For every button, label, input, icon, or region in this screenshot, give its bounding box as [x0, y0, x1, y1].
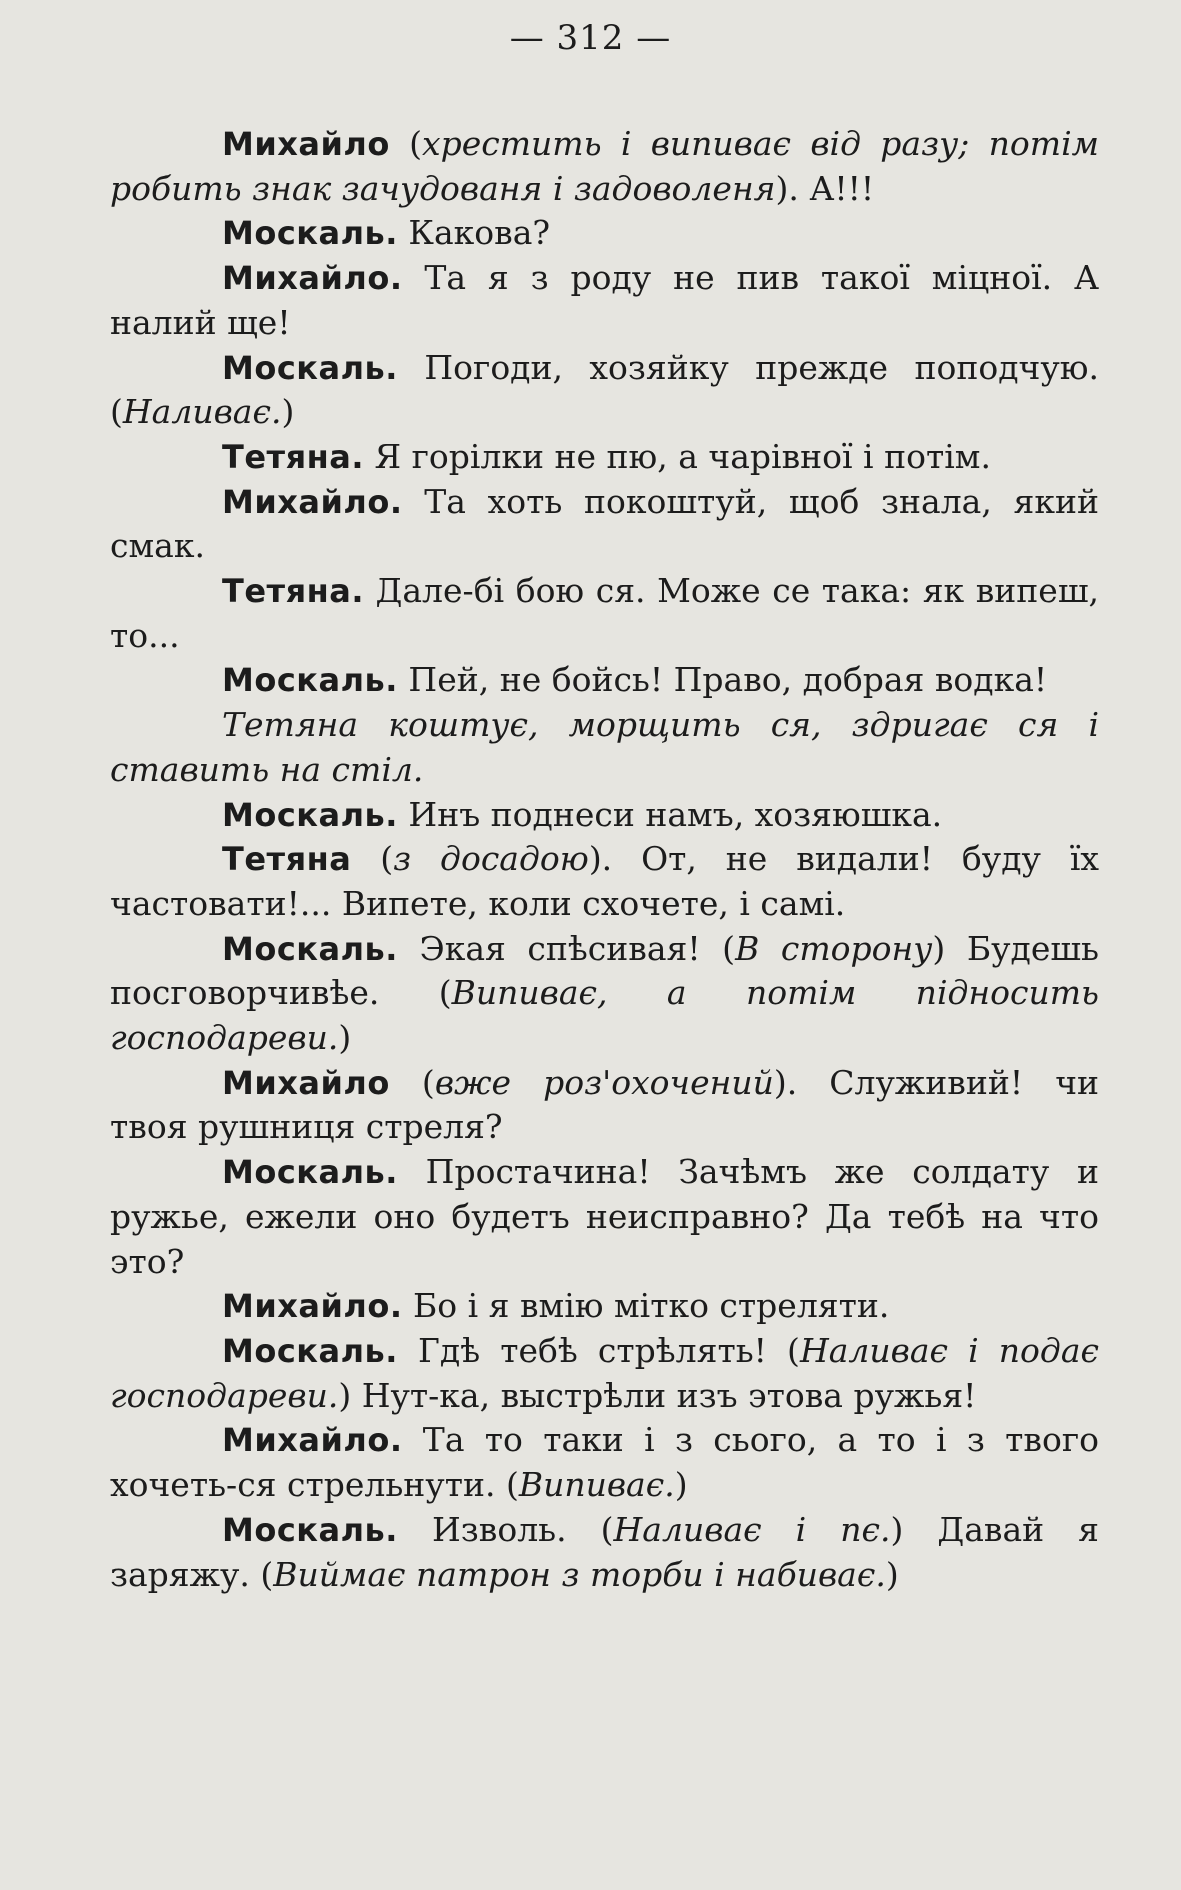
speaker-name: Москаль.	[222, 1331, 398, 1370]
stage-remark: з досадою	[393, 839, 589, 879]
speech-text: (	[351, 839, 394, 879]
speech-text: Изволь. (	[397, 1509, 614, 1549]
speech-text: Какова?	[397, 213, 551, 253]
stage-remark: Наливає.	[122, 392, 282, 432]
speech-text: Экая спѣсивая! (	[397, 928, 736, 968]
speaker-name: Михайло.	[222, 259, 403, 298]
dialogue-line	[110, 435, 1099, 480]
dialogue-line	[110, 658, 1099, 703]
dialogue-line	[110, 1508, 1099, 1597]
speech-text: Та хоть покоштуй, щоб знала, який смак.	[110, 481, 1099, 566]
speech-text: )	[885, 1554, 899, 1594]
speech-text: Та то таки і з сього, а то і з твого хочеть-ся стрельнути. (	[110, 1420, 1099, 1505]
play-text	[110, 122, 1099, 1597]
stage-remark: Наливає і пє.	[613, 1509, 891, 1549]
stage-remark: Виймає патрон з торби і набиває.	[273, 1554, 886, 1594]
speech-text: Я горілки не пю, а чарівної і потім.	[363, 436, 991, 476]
dialogue-line	[110, 1061, 1099, 1150]
speaker-name: Москаль.	[222, 929, 398, 968]
speech-text: ) Давай я заряжу. (	[110, 1509, 1099, 1594]
speaker-name: Михайло	[222, 125, 390, 163]
speech-text: Погоди, хозяйку прежде поподчую. (	[110, 347, 1099, 432]
page-number: — 312 —	[509, 18, 672, 58]
speaker-name: Тетяна.	[222, 437, 364, 476]
speech-text: Инъ поднеси намъ, хозяюшка.	[397, 794, 943, 834]
speaker-name: Москаль.	[222, 1510, 398, 1549]
speech-text: (	[389, 1062, 435, 1102]
speech-text: Дале-бі бою ся. Може се така: як випеш, то...	[110, 571, 1099, 655]
dialogue-line	[110, 480, 1099, 569]
speech-text: Та я з роду не пив такої міцної. А налий ще!	[110, 258, 1099, 342]
stage-remark: Випиває.	[518, 1465, 675, 1505]
speaker-name: Михайло	[222, 1063, 390, 1102]
speaker-name: Москаль.	[222, 795, 398, 834]
speech-text: )	[674, 1465, 688, 1505]
stage-remark: Наливає і подає господареви.	[110, 1330, 1099, 1415]
dialogue-line	[110, 569, 1099, 658]
speaker-name: Михайло.	[222, 482, 403, 521]
dialogue-line	[110, 346, 1099, 435]
speaker-name: Москаль.	[222, 214, 398, 253]
speech-text: (	[389, 124, 423, 163]
dialogue-line	[110, 256, 1099, 345]
dialogue-line	[110, 122, 1099, 211]
dialogue-line	[110, 793, 1099, 838]
speaker-name: Москаль.	[222, 348, 398, 387]
speech-text: ). А!!!	[775, 168, 875, 208]
speaker-name: Москаль.	[222, 661, 398, 700]
speaker-name: Тетяна.	[222, 572, 364, 611]
dialogue-line	[110, 927, 1099, 1061]
stage-remark: Випиває, а потім підносить господареви.	[110, 973, 1100, 1058]
stage-remark: В сторону	[735, 928, 933, 968]
speech-text: ). Служивий! чи твоя рушниця стреля?	[110, 1062, 1100, 1147]
speech-text: Простачина! Зачѣмъ же солдату и ружье, ежели оно будетъ неисправно? Да тебѣ на что это?	[110, 1152, 1099, 1281]
stage-direction: Тетяна коштує, морщить ся, здригає ся і ставить на стіл.	[110, 705, 1099, 789]
dialogue-line	[110, 1418, 1099, 1507]
speech-text: )	[338, 1018, 352, 1058]
speech-text: Бо і я вмію мітко стреляти.	[402, 1286, 890, 1326]
speaker-name: Михайло.	[222, 1287, 403, 1326]
dialogue-line	[110, 1284, 1099, 1329]
stage-remark: хрестить і випиває від разу; потім робить знак зачудованя і задоволеня	[110, 124, 1099, 208]
speaker-name: Тетяна	[222, 840, 352, 879]
speech-text: Пей, не бойсь! Право, добрая водка!	[397, 660, 1048, 700]
dialogue-line	[110, 1150, 1099, 1284]
speech-text: ) Будешь посговорчивѣе. (	[110, 928, 1099, 1013]
stage-remark: вже роз'охочений	[434, 1062, 774, 1102]
dialogue-line	[110, 1329, 1099, 1418]
speaker-name: Михайло.	[222, 1421, 403, 1460]
speech-text: Гдѣ тебѣ стрѣлять! (	[397, 1330, 800, 1370]
speaker-name: Москаль.	[222, 1153, 398, 1192]
speech-text: ) Нут-ка, выстрѣли изъ этова ружья!	[338, 1375, 977, 1415]
speech-text: )	[281, 392, 295, 432]
speech-text: ). От, не видали! буду їх частовати!... Випете, коли схочете, і самі.	[110, 839, 1100, 923]
dialogue-line	[110, 211, 1099, 256]
dialogue-line	[110, 837, 1099, 926]
